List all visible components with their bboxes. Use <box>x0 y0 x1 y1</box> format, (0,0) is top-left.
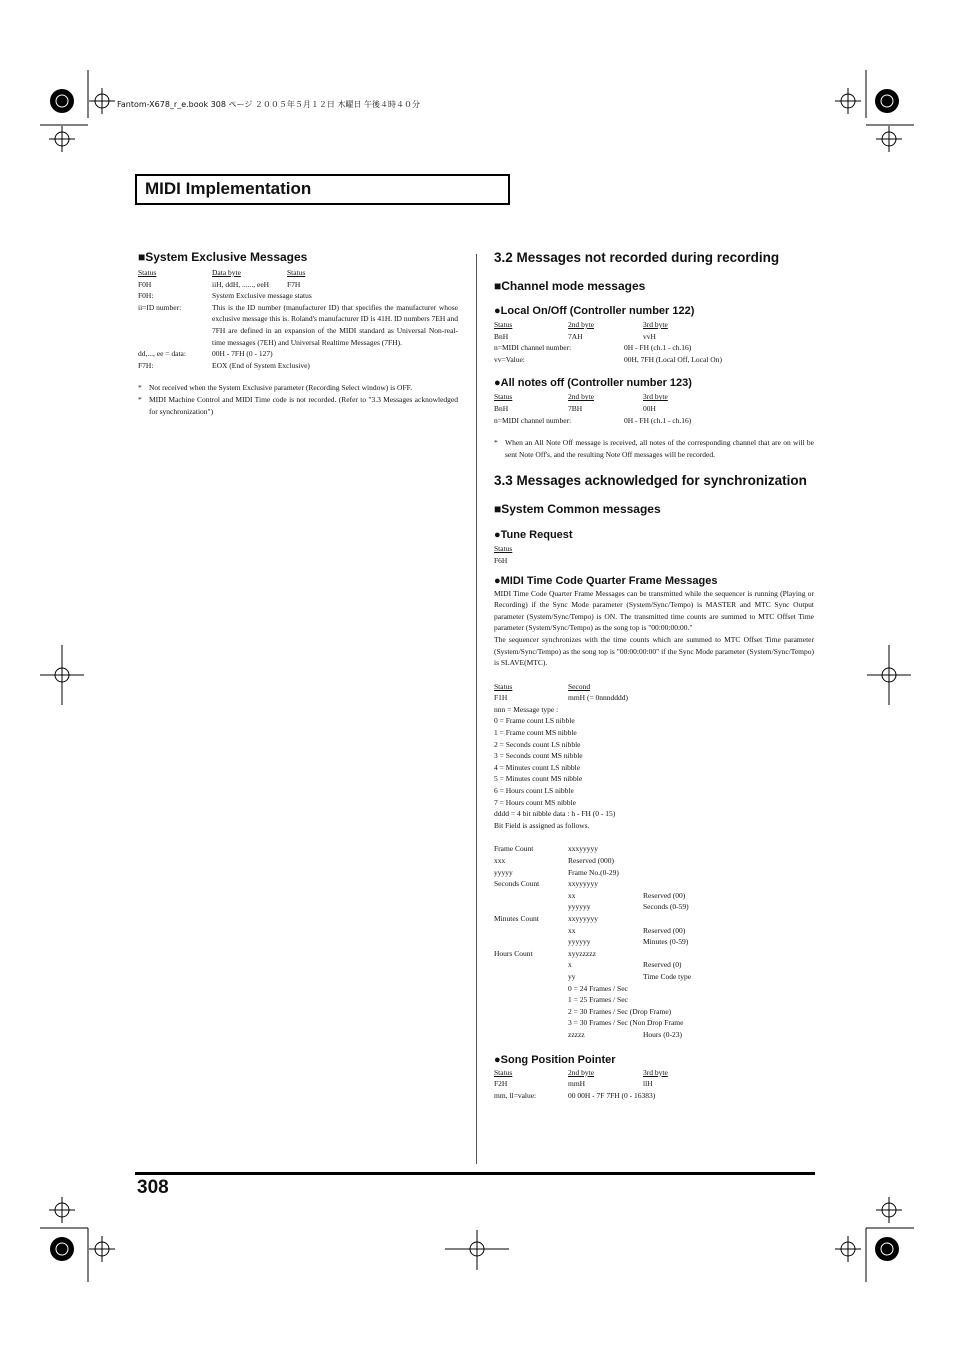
sysex-heading: ■System Exclusive Messages <box>138 250 308 264</box>
heading-3-3: 3.3 Messages acknowledged for synchronization <box>494 473 807 489</box>
mtc-lines <box>494 704 814 832</box>
bit-field-cell: Minutes Count <box>494 913 539 923</box>
line-text: 1 = Frame count MS nibble <box>494 728 577 738</box>
section-title: MIDI Implementation <box>145 179 312 198</box>
note: * When an All Note Off message is received, all notes of the corresponding channel that are on will be sent Note Off's, and the resulting Note Off messages will be recorded. <box>494 438 814 459</box>
def-desc: EOX (End of System Exclusive) <box>212 360 310 370</box>
col-status-2: Status <box>287 268 306 277</box>
bit-field-row <box>494 1029 814 1041</box>
page-number: 308 <box>137 1177 169 1198</box>
mtc-line <box>494 797 814 809</box>
cell: mmH (= 0nnndddd) <box>568 693 629 703</box>
cell: F7H <box>287 279 301 289</box>
col-3rd-byte: 3rd byte <box>643 320 668 329</box>
cell: 00H <box>643 403 656 413</box>
heading-3-2: 3.2 Messages not recorded during recording <box>494 250 780 265</box>
bit-field-cell: Minutes (0-59) <box>643 937 689 947</box>
bit-field-cell: xyyzzzzz <box>568 948 596 958</box>
sysex-header-row <box>138 267 458 279</box>
bit-field-row <box>494 913 814 925</box>
def-desc: 00H - 7FH (0 - 127) <box>212 349 273 359</box>
mtc-line <box>494 785 814 797</box>
line-text: 5 = Minutes count MS nibble <box>494 774 583 784</box>
bit-field-row <box>494 936 814 948</box>
col-status: Status <box>494 681 513 691</box>
mtc-line <box>494 750 814 762</box>
def-desc: This is the ID number (manufacturer ID) that specifies the manufacturer whose exclusive message this is. Roland's manufacturer ID is 41H. ID numbers 7EH and 7FH are defined in an expansion of the MIDI standard as Universal Non-real-time messages (7EH) and Universal Realtime Messages (7FH). <box>212 302 458 347</box>
table-header <box>494 1067 814 1079</box>
bit-field-cell: Reserved (000) <box>568 856 615 865</box>
bit-field-cell: Seconds Count <box>494 879 540 889</box>
def-term: F0H: <box>138 291 154 301</box>
bit-field-cell: xx <box>568 925 576 935</box>
def-term: vv=Value: <box>494 354 525 364</box>
bit-field-row <box>494 994 814 1006</box>
print-header-line: Fantom-X678_r_e.book 308 ページ ２００５年５月１２日 木曜日 午後４時４０分 <box>117 100 420 109</box>
bit-field-row <box>494 855 814 867</box>
cell: 7BH <box>568 403 583 413</box>
cell: iiH, ddH, ......, eeH <box>212 279 270 289</box>
bit-field-cell: Reserved (0) <box>643 960 682 970</box>
bit-field-row <box>494 959 814 971</box>
line-text: 6 = Hours count LS nibble <box>494 786 574 796</box>
def-desc: 00H, 7FH (Local Off, Local On) <box>624 354 722 364</box>
bit-field-row <box>494 948 814 960</box>
mtc-heading: ●MIDI Time Code Quarter Frame Messages <box>494 574 718 587</box>
cell: 7AH <box>568 331 583 341</box>
table-row <box>494 1078 814 1090</box>
line-text: 4 = Minutes count LS nibble <box>494 762 581 772</box>
table-header <box>494 319 814 331</box>
footer-rule <box>135 1172 815 1175</box>
col-status: Status <box>494 392 513 402</box>
col-3rd-byte: 3rd byte <box>643 1067 668 1077</box>
def-desc: 0H - FH (ch.1 - ch.16) <box>624 343 692 353</box>
mtc-line <box>494 704 814 716</box>
col-2nd-byte: 2nd byte <box>568 392 595 402</box>
bit-field-cell: 0 = 24 Frames / Sec <box>568 983 628 993</box>
def-term: dd,..., ee = data: <box>138 349 186 359</box>
def-row <box>138 348 458 360</box>
cell: F0H <box>138 279 152 289</box>
note-text: When an All Note Off message is received, all notes of the corresponding channel that are on will be sent Note Off's, and the resulting Note Off messages will be recorded. <box>505 438 814 459</box>
column-divider <box>476 254 477 1164</box>
left-column <box>138 250 458 417</box>
mtc-line <box>494 739 814 751</box>
note-text: MIDI Machine Control and MIDI Time code is not recorded. (Refer to "3.3 Messages acknowledged for synchronization") <box>149 394 458 416</box>
table-row <box>494 403 814 415</box>
bit-field-row <box>494 971 814 983</box>
system-common-heading: ■System Common messages <box>494 502 661 517</box>
def-term: n=MIDI channel number: <box>494 415 572 425</box>
bit-field-row <box>494 890 814 902</box>
bit-field-row <box>494 843 814 855</box>
col-second: Second <box>568 681 591 691</box>
bit-field-cell: yyyyy <box>494 867 513 877</box>
def-term: ii=ID number: <box>138 302 182 312</box>
bit-field-cell: Frame Count <box>494 844 534 854</box>
bit-field-cell: xxyyyyyy <box>568 913 598 923</box>
line-text: dddd = 4 bit nibble data : h - FH (0 - 15) <box>494 809 616 819</box>
line-text: 0 = Frame count LS nibble <box>494 716 575 726</box>
mtc-line <box>494 727 814 739</box>
mtc-line <box>494 715 814 727</box>
line-text: nnn = Message type : <box>494 704 559 714</box>
line-text: 2 = Seconds count LS nibble <box>494 739 581 749</box>
def-desc: 0H - FH (ch.1 - ch.16) <box>624 415 692 425</box>
line-text: 3 = Seconds count MS nibble <box>494 751 583 761</box>
bit-field-cell: Hours Count <box>494 948 533 958</box>
cell: mmH <box>568 1079 586 1089</box>
note-text: Not received when the System Exclusive parameter (Recording Select window) is OFF. <box>149 383 413 393</box>
bit-field-cell: Reserved (00) <box>643 890 686 900</box>
line-text: 7 = Hours count MS nibble <box>494 797 576 807</box>
bit-field-row <box>494 983 814 995</box>
def-row <box>138 360 458 372</box>
channel-mode-heading: ■Channel mode messages <box>494 279 646 293</box>
spp-heading: ●Song Position Pointer <box>494 1053 616 1066</box>
def-desc: 00 00H - 7F 7FH (0 - 16383) <box>568 1090 656 1100</box>
bit-field-cell: Frame No.(0-29) <box>568 867 619 877</box>
def-row <box>494 342 814 354</box>
cell: BnH <box>494 403 509 413</box>
bit-field-cell: Time Code type <box>643 971 692 981</box>
note: * MIDI Machine Control and MIDI Time code is not recorded. (Refer to "3.3 Messages acknowledged for synchronization") <box>138 394 458 416</box>
col-2nd-byte: 2nd byte <box>568 1067 595 1077</box>
cell: F6H <box>494 555 508 565</box>
def-term: n=MIDI channel number: <box>494 343 572 353</box>
bit-field-cell: 2 = 30 Frames / Sec (Drop Frame) <box>568 1006 672 1016</box>
bit-field-cell: 1 = 25 Frames / Sec <box>568 995 628 1005</box>
mtc-paragraph-1: MIDI Time Code Quarter Frame Messages can be transmitted while the sequencer is running (Playing or Recording) if the Sync Mode parameter (System/Sync/Tempo) is MASTER and MTC Sync Output parameter (System/Sync/Tempo) is ON. The transmitted time counts are summed to MTC Offset Time parameter (System/Sync/Tempo) as the song top is "00:00:00:00." <box>494 588 814 633</box>
mtc-line <box>494 808 814 820</box>
cell: vvH <box>643 331 656 341</box>
col-status: Status <box>494 544 513 554</box>
bit-field-cell: x <box>568 960 572 970</box>
bit-field-cell: xxxyyyyy <box>568 844 598 854</box>
bit-field-cell: xxx <box>494 856 506 865</box>
bit-field-cell: Reserved (00) <box>643 925 686 935</box>
bit-field-cell: yyyyyy <box>568 902 591 912</box>
bit-field-cell: xxyyyyyy <box>568 879 598 889</box>
def-term: mm, ll=value: <box>494 1090 537 1100</box>
cell: BnH <box>494 331 509 341</box>
sysex-row <box>138 279 458 291</box>
cell: F1H <box>494 693 508 703</box>
all-notes-off-heading: ●All notes off (Controller number 123) <box>494 377 692 390</box>
right-column <box>494 250 814 1101</box>
mtc-line <box>494 762 814 774</box>
bit-field-row <box>494 1017 814 1029</box>
bit-field-cell: Seconds (0-59) <box>643 902 689 912</box>
def-desc: System Exclusive message status <box>212 291 312 301</box>
table-row <box>494 331 814 343</box>
def-row <box>494 1090 814 1102</box>
col-status: Status <box>138 268 157 277</box>
bit-field-row <box>494 901 814 913</box>
col-status: Status <box>494 320 513 329</box>
bit-field-row <box>494 867 814 879</box>
mtc-paragraph-2: The sequencer synchronizes with the time counts which are summed to MTC Offset Time parameter (System/Sync/Tempo) as the song top is "00:00:00:00" if the Sync Mode parameter (System/Sync/Tempo) is SLAVE(MTC). <box>494 634 814 668</box>
bit-field-cell: Hours (0-23) <box>643 1029 682 1039</box>
table-header <box>494 681 814 693</box>
bit-field-row <box>494 1006 814 1018</box>
local-onoff-heading: ●Local On/Off (Controller number 122) <box>494 305 695 317</box>
bit-field-cell: yy <box>568 971 576 981</box>
cell: F2H <box>494 1079 508 1089</box>
def-row <box>138 290 458 302</box>
table-header <box>494 391 814 403</box>
table-row <box>494 692 814 704</box>
col-2nd-byte: 2nd byte <box>568 320 595 329</box>
note: * Not received when the System Exclusive parameter (Recording Select window) is OFF. <box>138 382 458 394</box>
bit-field-cell: yyyyyy <box>568 937 591 947</box>
def-row <box>494 415 814 427</box>
bit-field-cell: 3 = 30 Frames / Sec (Non Drop Frame <box>568 1018 684 1028</box>
section-title-box <box>135 174 510 205</box>
def-row <box>494 354 814 366</box>
col-status: Status <box>494 1067 513 1077</box>
bit-field-row <box>494 925 814 937</box>
col-data-byte: Data byte <box>212 268 241 277</box>
mtc-line <box>494 820 814 832</box>
cell: llH <box>643 1079 653 1089</box>
def-row <box>138 302 458 348</box>
line-text: Bit Field is assigned as follows. <box>494 820 590 830</box>
bit-field-cell: xx <box>568 890 576 900</box>
bit-field-cell: zzzzz <box>568 1029 585 1039</box>
bit-field-table <box>494 843 814 1040</box>
def-term: F7H: <box>138 360 154 370</box>
bit-field-row <box>494 878 814 890</box>
col-3rd-byte: 3rd byte <box>643 392 668 402</box>
mtc-line <box>494 773 814 785</box>
tune-request-heading: ●Tune Request <box>494 529 573 542</box>
